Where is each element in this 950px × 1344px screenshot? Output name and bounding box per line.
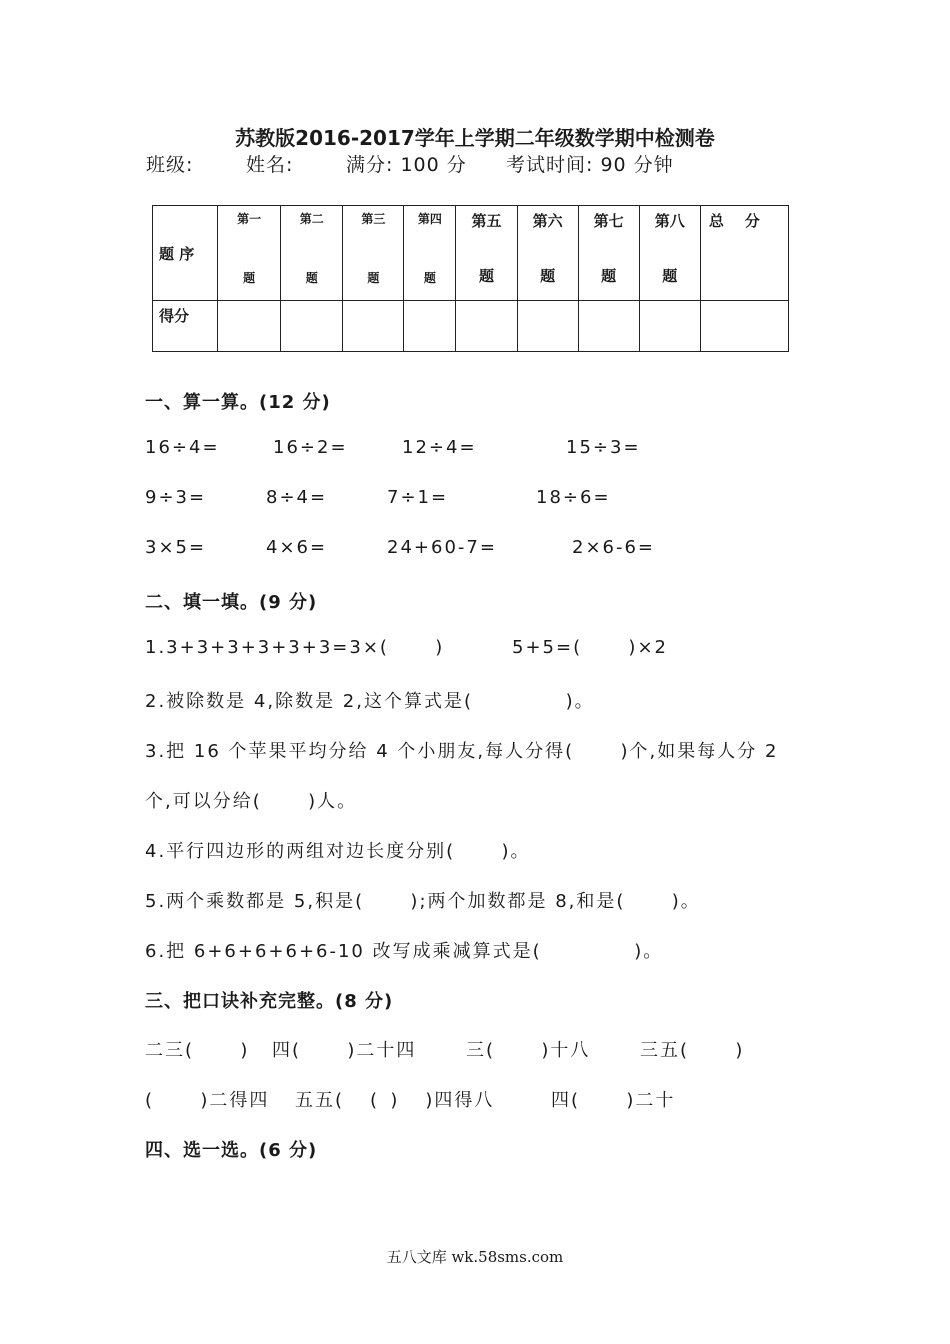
header-total: 总 分: [700, 206, 788, 301]
question-order-label: 题 序: [153, 206, 218, 301]
footer-watermark: 五八文库 wk.58sms.com: [386, 1248, 564, 1266]
rhyme-item: 三五( ): [640, 1040, 745, 1061]
section2-heading: 二、填一填。(9 分): [145, 592, 318, 613]
class-label: 班级:: [146, 154, 194, 176]
exam-time-label: 考试时间: 90 分钟: [506, 154, 674, 176]
score-cell-q6[interactable]: [517, 301, 578, 352]
score-cell-q2[interactable]: [281, 301, 343, 352]
section3-heading: 三、把口诀补充完整。(8 分): [145, 991, 394, 1012]
fill-question-6: 6.把 6+6+6+6+6-10 改写成乘减算式是( )。: [145, 941, 664, 962]
calc-item: 4×6=: [266, 537, 328, 558]
fill-question-3-cont: 个,可以分给( )人。: [145, 791, 358, 812]
rhyme-item: 三( )十八: [466, 1040, 591, 1061]
header-q6: 第六 题: [517, 206, 578, 301]
rhyme-item: 二三( ): [145, 1040, 250, 1061]
calc-item: 18÷6=: [536, 487, 611, 508]
section4-heading: 四、选一选。(6 分): [145, 1140, 318, 1161]
fill-question-2: 2.被除数是 4,除数是 2,这个算式是( )。: [145, 691, 595, 712]
header-q1: 第一 题: [218, 206, 281, 301]
rhyme-item: 五五( ): [295, 1090, 400, 1111]
calc-item: 24+60-7=: [387, 537, 497, 558]
calc-item: 2×6-6=: [572, 537, 656, 558]
header-q3: 第三 题: [343, 206, 404, 301]
header-q2: 第二 题: [281, 206, 343, 301]
rhyme-item: 四( )二十四: [272, 1040, 417, 1061]
rhyme-item: ( )二得四: [145, 1090, 270, 1111]
header-q7: 第七 题: [578, 206, 639, 301]
calc-item: 12÷4=: [402, 437, 477, 458]
score-table: [152, 205, 789, 352]
calc-item: 16÷2=: [273, 437, 348, 458]
calc-item: 7÷1=: [387, 487, 449, 508]
score-cell-q4[interactable]: [404, 301, 456, 352]
page-title: 苏教版2016-2017学年上学期二年级数学期中检测卷: [235, 126, 715, 150]
fill-question-4: 4.平行四边形的两组对边长度分别( )。: [145, 841, 531, 862]
score-cell-q8[interactable]: [639, 301, 700, 352]
fill-question-3: 3.把 16 个苹果平均分给 4 个小朋友,每人分得( )个,如果每人分 2: [145, 741, 779, 762]
section1-heading: 一、算一算。(12 分): [145, 392, 331, 413]
rhyme-item: ( )四得八: [370, 1090, 495, 1111]
score-cell-q5[interactable]: [456, 301, 517, 352]
header-q5: 第五 题: [456, 206, 517, 301]
rhyme-item: 四( )二十: [551, 1090, 676, 1111]
score-label: 得分: [153, 301, 218, 352]
fill-question-1b: 5+5=( )×2: [512, 637, 668, 658]
calc-item: 8÷4=: [266, 487, 328, 508]
header-q4: 第四 题: [404, 206, 456, 301]
fill-question-1a: 1.3+3+3+3+3+3=3×( ): [145, 637, 445, 658]
fill-question-5: 5.两个乘数都是 5,积是( );两个加数都是 8,和是( )。: [145, 891, 701, 912]
header-q8: 第八 题: [639, 206, 700, 301]
score-cell-q3[interactable]: [343, 301, 404, 352]
score-cell-q1[interactable]: [218, 301, 281, 352]
full-score-label: 满分: 100 分: [346, 154, 467, 176]
name-label: 姓名:: [246, 154, 294, 176]
score-cell-total[interactable]: [700, 301, 788, 352]
calc-item: 3×5=: [145, 537, 207, 558]
score-cell-q7[interactable]: [578, 301, 639, 352]
calc-item: 9÷3=: [145, 487, 207, 508]
calc-item: 15÷3=: [566, 437, 641, 458]
calc-item: 16÷4=: [145, 437, 220, 458]
